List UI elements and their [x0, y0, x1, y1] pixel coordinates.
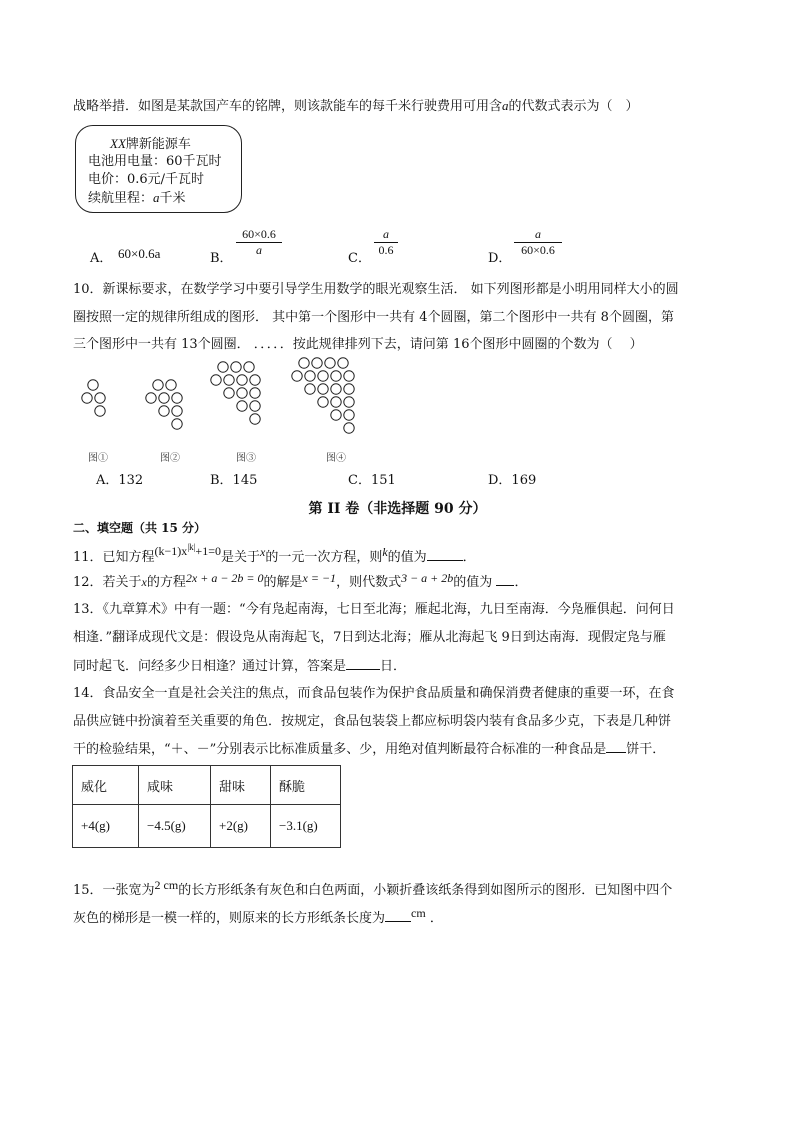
nameplate-range-suffix: 千米 [159, 191, 186, 206]
figure-3 [211, 362, 260, 424]
q12-end: ． [514, 575, 528, 590]
nameplate-range [88, 190, 186, 207]
q10-line-3: 三个图形中一共有 13个圆圈． ．．．．．按此规律排列下去，请问第 16个图形中圆圈的个数为（ ） [73, 337, 643, 352]
table-header-cell: 酥脆 [271, 766, 341, 805]
nameplate-range-prefix: 续航里程： [88, 191, 154, 206]
q11-end: ． [462, 550, 476, 565]
q13-line-1: 13．《九章算术》中有一题：“今有凫起南海，七日至北海；雁起北海，九日至南海．今凫雁俱起．问何日 [73, 602, 675, 617]
q9-option-c-num: a [374, 227, 398, 243]
q9-option-b-den: a [256, 243, 262, 257]
table-value-cell: +2(g) [211, 805, 271, 848]
q11-mid2: 的一元一次方程，则 [265, 550, 383, 565]
figure-1-caption: 图① [88, 453, 108, 464]
q12-mid3: ，则代数式 [336, 575, 402, 590]
nameplate-title [110, 136, 191, 153]
q9-option-a-expr: 60×0.6a [118, 246, 161, 261]
figure-1 [82, 380, 105, 416]
q13-line-3 [73, 657, 406, 676]
q12-mid2: 的解是 [263, 575, 303, 590]
q10-option-c[interactable]: C．151 [348, 473, 396, 488]
q13-line-2: 相逢．”翻译成现代文是：假设凫从南海起飞，7日到达北海；雁从北海起飞 9日到达南海．现假定凫与雁 [73, 630, 666, 645]
q9-option-b-letter[interactable]: B． [210, 251, 233, 266]
table-header-row [73, 766, 341, 805]
q9-intro-var: a [502, 98, 509, 113]
q15-line-1-rest: 的长方形纸条有灰色和白色两面，小颖折叠该纸条得到如图所示的图形．已知图中四个 [178, 883, 673, 898]
nameplate-brand: XX [110, 136, 126, 151]
figure-2 [146, 380, 182, 429]
q9-option-c-letter[interactable]: C． [348, 251, 371, 266]
figure-4 [292, 358, 354, 433]
q9-option-c-fraction [374, 227, 398, 258]
q14-answer-blank[interactable] [606, 740, 626, 753]
q15-width-unit: cm [163, 878, 179, 892]
q15-line-2 [73, 906, 443, 928]
q13-line-3-end: 日． [380, 659, 407, 674]
q9-option-c-den: 0.6 [378, 243, 394, 257]
q11-equation [155, 544, 221, 558]
q9-option-b-fraction [236, 227, 282, 258]
figure-4-caption: 图④ [326, 453, 346, 464]
q12-expression: 3 − a + 2b [401, 571, 454, 585]
q15-answer-unit: cm [411, 906, 426, 920]
q15-line-2-text: 灰色的梯形是一模一样的，则原来的长方形纸条长度为 [73, 911, 386, 926]
q11-answer-blank[interactable] [427, 548, 463, 561]
q14-line-3-end: 饼干． [626, 742, 666, 757]
table-value-cell: −3.1(g) [271, 805, 341, 848]
q15-line-1 [73, 878, 673, 900]
q10-option-d[interactable]: D．169 [488, 473, 537, 488]
q11-line [73, 544, 476, 567]
q9-option-d-num: a [514, 227, 562, 243]
q11-suffix: 的值为 [387, 550, 427, 565]
q15-width-value [155, 878, 179, 892]
q11-equation-main: (k−1)x [154, 544, 188, 558]
table-value-cell: −4.5(g) [139, 805, 211, 848]
q12-solution: x = −1 [302, 571, 337, 585]
q10-line-1: 10．新课标要求，在数学学习中要引导学生用数学的眼光观察生活． 如下列图形都是小明用同样大小的圆 [73, 282, 679, 297]
circle-pattern-figures [76, 354, 376, 444]
nameplate-title-rest: 牌新能源车 [125, 137, 191, 152]
q11-var-k: k [382, 545, 388, 559]
q9-option-d-den: 60×0.6 [521, 243, 555, 257]
q12-var: x [141, 575, 147, 589]
q10-option-b[interactable]: B．145 [210, 473, 258, 488]
nameplate-range-var: a [153, 190, 160, 205]
table-header-cell: 咸味 [139, 766, 211, 805]
q15-prefix: 15．一张宽为 [73, 883, 155, 898]
q11-mid: 是关于 [220, 550, 260, 565]
q12-line [73, 573, 527, 592]
q11-var-x: x [259, 545, 266, 559]
q12-suffix: 的值为 [453, 575, 493, 590]
table-header-cell: 甜味 [211, 766, 271, 805]
q9-option-d-letter[interactable]: D． [488, 251, 512, 266]
nameplate-capacity: 电池用电量：60千瓦时 [88, 154, 222, 169]
q14-line-3-text: 干的检验结果，“＋、－”分别表示比标准质量多、少，用绝对值判断最符合标准的一种食品是 [73, 742, 607, 757]
q9-intro-tail: 的代数式表示为（ ） [508, 99, 639, 114]
q11-equation-tail: +1=0 [195, 544, 221, 558]
q14-line-3 [73, 740, 665, 759]
table-value-row [73, 805, 341, 848]
table-value-cell: +4(g) [73, 805, 139, 848]
car-nameplate [75, 125, 242, 213]
q9-intro-text: 战略举措．如图是某款国产车的铭牌，则该款能车的每千米行驶费用可用含 [73, 99, 503, 114]
q15-width-number: 2 [154, 878, 161, 892]
q9-option-a-letter[interactable]: A． [90, 251, 113, 266]
nameplate-price: 电价：0.6元/千瓦时 [88, 172, 205, 187]
q14-line-1: 14．食品安全一直是社会关注的焦点，而食品包装作为保护食品质量和确保消费者健康的重要一环，在食 [73, 686, 675, 701]
q11-prefix: 11．已知方程 [73, 550, 155, 565]
q12-equation: 2x + a − 2b = 0 [185, 571, 264, 585]
q11-exponent: |k| [187, 542, 196, 552]
q13-answer-blank[interactable] [346, 657, 380, 670]
figure-2-caption: 图② [160, 453, 180, 464]
section-fill-in-blank: 二、填空题（共 15 分） [73, 521, 207, 535]
part-2-heading: 第 II 卷（非选择题 90 分） [308, 501, 487, 517]
q12-answer-blank[interactable] [496, 573, 514, 586]
table-header-cell: 威化 [73, 766, 139, 805]
q12-prefix: 12．若关于 [73, 575, 142, 590]
q14-line-2: 品供应链中扮演着至关重要的角色．按规定，食品包装袋上都应标明袋内装有食品多少克，下表是几种饼 [73, 714, 672, 729]
q13-line-3-text: 同时起飞．问经多少日相逢？通过计算，答案是 [73, 659, 347, 674]
q15-line-2-end: ． [429, 911, 443, 926]
q9-intro-line [73, 97, 639, 116]
biscuit-weight-table [72, 765, 341, 848]
q10-option-a[interactable]: A．132 [96, 473, 144, 488]
q12-mid: 的方程 [146, 575, 186, 590]
q9-option-d-fraction [514, 227, 562, 258]
q9-option-b-num: 60×0.6 [236, 227, 282, 243]
q10-line-2: 圈按照一定的规律所组成的图形． 其中第一个图形中一共有 4个圆圈，第二个图形中一共有 8个圆圈，第 [73, 310, 674, 325]
figure-3-caption: 图③ [236, 453, 256, 464]
q15-answer-blank[interactable] [385, 909, 411, 922]
